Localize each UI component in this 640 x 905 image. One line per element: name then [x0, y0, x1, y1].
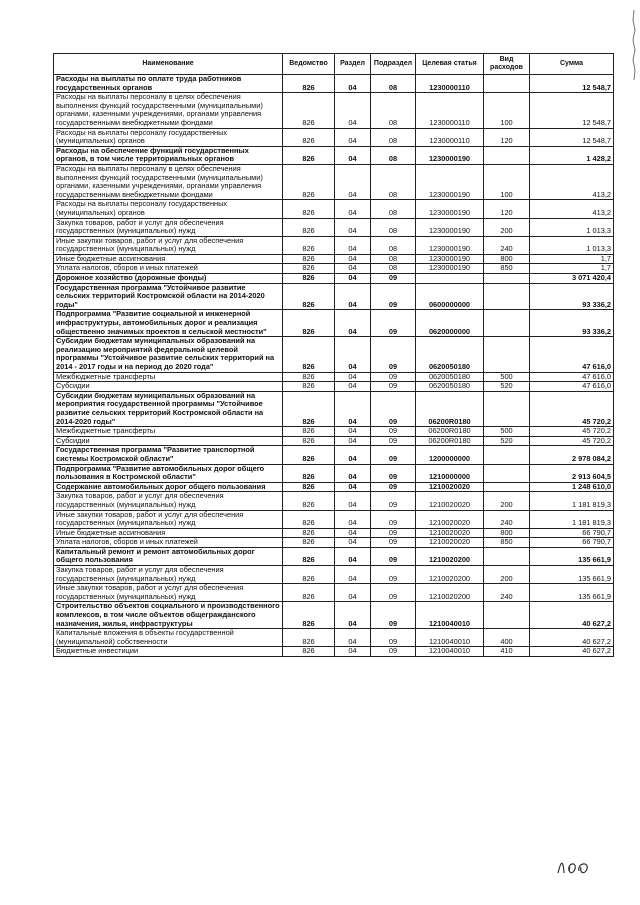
- cell-statya: 1210020020: [416, 538, 484, 548]
- cell-statya: 1210020200: [416, 584, 484, 602]
- cell-statya: 1230000190: [416, 164, 484, 199]
- cell-vedomstvo: 826: [283, 538, 335, 548]
- cell-name: Капитальный ремонт и ремонт автомобильных дорог общего пользования: [54, 547, 283, 565]
- cell-razdel: 04: [335, 337, 371, 372]
- cell-vedomstvo: 826: [283, 547, 335, 565]
- table-row: [54, 528, 614, 538]
- table-row: [54, 566, 614, 584]
- cell-podrazdel: 08: [371, 75, 416, 93]
- cell-podrazdel: 09: [371, 310, 416, 337]
- cell-razdel: 04: [335, 436, 371, 446]
- cell-razdel: 04: [335, 93, 371, 128]
- table-row: [54, 200, 614, 218]
- cell-summa: 3 071 420,4: [530, 274, 614, 284]
- cell-summa: 45 720,2: [530, 427, 614, 437]
- header-vid: Вид расходов: [484, 54, 530, 75]
- table-row: [54, 538, 614, 548]
- cell-statya: 1210040010: [416, 647, 484, 657]
- cell-vid: [484, 391, 530, 426]
- cell-vid: [484, 274, 530, 284]
- cell-vedomstvo: 826: [283, 218, 335, 236]
- cell-name: Иные закупки товаров, работ и услуг для обеспечения государственных (муниципальных) нужд: [54, 510, 283, 528]
- cell-vedomstvo: 826: [283, 436, 335, 446]
- cell-razdel: 04: [335, 482, 371, 492]
- table-row: [54, 584, 614, 602]
- cell-podrazdel: 08: [371, 146, 416, 164]
- cell-razdel: 04: [335, 602, 371, 629]
- cell-summa: 40 627,2: [530, 602, 614, 629]
- cell-summa: 47 616,0: [530, 337, 614, 372]
- cell-vedomstvo: 826: [283, 146, 335, 164]
- table-row: [54, 602, 614, 629]
- cell-razdel: 04: [335, 391, 371, 426]
- cell-podrazdel: 09: [371, 382, 416, 392]
- cell-statya: 1230000190: [416, 218, 484, 236]
- cell-summa: 1 181 819,3: [530, 492, 614, 510]
- cell-name: Межбюджетные трансферты: [54, 427, 283, 437]
- cell-summa: 413,2: [530, 164, 614, 199]
- cell-razdel: 04: [335, 584, 371, 602]
- cell-summa: 40 627,2: [530, 629, 614, 647]
- table-row: [54, 218, 614, 236]
- cell-name: Расходы на выплаты по оплате труда работников государственных органов: [54, 75, 283, 93]
- cell-name: Бюджетные инвестиции: [54, 647, 283, 657]
- table-row: [54, 264, 614, 274]
- cell-statya: 1210040010: [416, 602, 484, 629]
- cell-vedomstvo: 826: [283, 382, 335, 392]
- cell-podrazdel: 09: [371, 446, 416, 464]
- cell-razdel: 04: [335, 538, 371, 548]
- cell-summa: 1 428,2: [530, 146, 614, 164]
- cell-vid: 520: [484, 382, 530, 392]
- table-row: [54, 236, 614, 254]
- cell-vid: [484, 337, 530, 372]
- header-statya: Целевая статья: [416, 54, 484, 75]
- cell-name: Уплата налогов, сборов и иных платежей: [54, 264, 283, 274]
- cell-vid: 200: [484, 492, 530, 510]
- cell-summa: 1 181 819,3: [530, 510, 614, 528]
- cell-name: Расходы на обеспечение функций государственных органов, в том числе территориальных органов: [54, 146, 283, 164]
- header-name: Наименование: [54, 54, 283, 75]
- cell-vid: 100: [484, 93, 530, 128]
- cell-name: Содержание автомобильных дорог общего пользования: [54, 482, 283, 492]
- cell-razdel: 04: [335, 75, 371, 93]
- cell-vedomstvo: 826: [283, 482, 335, 492]
- cell-statya: 06200R0180: [416, 436, 484, 446]
- cell-summa: 135 661,9: [530, 584, 614, 602]
- table-row: [54, 164, 614, 199]
- cell-podrazdel: 09: [371, 391, 416, 426]
- binding-edge-mark: [630, 10, 638, 80]
- cell-vid: 850: [484, 264, 530, 274]
- cell-vid: 240: [484, 236, 530, 254]
- cell-razdel: 04: [335, 510, 371, 528]
- cell-podrazdel: 09: [371, 464, 416, 482]
- header-razdel: Раздел: [335, 54, 371, 75]
- cell-podrazdel: 09: [371, 510, 416, 528]
- cell-razdel: 04: [335, 283, 371, 310]
- table-row: [54, 283, 614, 310]
- cell-name: Строительство объектов социального и производственного комплексов, в том числе объектов общегражданского назначения, жилья, инфраструктуры: [54, 602, 283, 629]
- cell-name: Иные закупки товаров, работ и услуг для обеспечения государственных (муниципальных) нужд: [54, 584, 283, 602]
- cell-vid: 240: [484, 510, 530, 528]
- cell-statya: 1210020020: [416, 510, 484, 528]
- table-row: [54, 128, 614, 146]
- cell-razdel: 04: [335, 464, 371, 482]
- cell-vedomstvo: 826: [283, 492, 335, 510]
- cell-vedomstvo: 826: [283, 629, 335, 647]
- header-summa: Сумма: [530, 54, 614, 75]
- cell-razdel: 04: [335, 492, 371, 510]
- cell-podrazdel: 09: [371, 283, 416, 310]
- handwritten-page-number: [555, 855, 595, 877]
- cell-statya: 0620050180: [416, 382, 484, 392]
- cell-statya: 1210000000: [416, 464, 484, 482]
- cell-razdel: 04: [335, 372, 371, 382]
- cell-razdel: 04: [335, 528, 371, 538]
- cell-razdel: 04: [335, 218, 371, 236]
- cell-vedomstvo: 826: [283, 602, 335, 629]
- cell-podrazdel: 08: [371, 164, 416, 199]
- cell-statya: 1230000190: [416, 254, 484, 264]
- cell-statya: [416, 274, 484, 284]
- cell-name: Закупка товаров, работ и услуг для обеспечения государственных (муниципальных) нужд: [54, 218, 283, 236]
- cell-summa: 1,7: [530, 254, 614, 264]
- cell-vedomstvo: 826: [283, 337, 335, 372]
- cell-vid: 800: [484, 528, 530, 538]
- cell-vedomstvo: 826: [283, 566, 335, 584]
- cell-vedomstvo: 826: [283, 647, 335, 657]
- cell-name: Расходы на выплаты персоналу государственных (муниципальных) органов: [54, 128, 283, 146]
- cell-statya: 1230000190: [416, 200, 484, 218]
- cell-vedomstvo: 826: [283, 200, 335, 218]
- cell-vedomstvo: 826: [283, 254, 335, 264]
- cell-vedomstvo: 826: [283, 93, 335, 128]
- cell-podrazdel: 09: [371, 436, 416, 446]
- cell-statya: 1230000110: [416, 93, 484, 128]
- cell-vedomstvo: 826: [283, 372, 335, 382]
- cell-name: Уплата налогов, сборов и иных платежей: [54, 538, 283, 548]
- cell-summa: 135 661,9: [530, 566, 614, 584]
- header-podrazdel: Подраздел: [371, 54, 416, 75]
- cell-summa: 12 548,7: [530, 75, 614, 93]
- table-row: [54, 647, 614, 657]
- cell-name: Дорожное хозяйство (дорожные фонды): [54, 274, 283, 284]
- cell-statya: 1210040010: [416, 629, 484, 647]
- cell-summa: 40 627,2: [530, 647, 614, 657]
- cell-podrazdel: 09: [371, 602, 416, 629]
- cell-summa: 1 248 610,0: [530, 482, 614, 492]
- cell-name: Государственная программа "Устойчивое развитие сельских территорий Костромской области на 2014-2020 годы": [54, 283, 283, 310]
- cell-statya: 0620050180: [416, 372, 484, 382]
- cell-statya: 1230000110: [416, 128, 484, 146]
- cell-summa: 45 720,2: [530, 436, 614, 446]
- cell-vedomstvo: 826: [283, 75, 335, 93]
- cell-statya: 1230000190: [416, 236, 484, 254]
- cell-podrazdel: 08: [371, 200, 416, 218]
- cell-podrazdel: 08: [371, 128, 416, 146]
- cell-vid: [484, 146, 530, 164]
- table-body: [54, 75, 614, 657]
- cell-summa: 66 790,7: [530, 528, 614, 538]
- header-vedomstvo: Ведомство: [283, 54, 335, 75]
- cell-summa: 47 616,0: [530, 382, 614, 392]
- cell-name: Расходы на выплаты персоналу государственных (муниципальных) органов: [54, 200, 283, 218]
- cell-podrazdel: 09: [371, 566, 416, 584]
- table-row: [54, 427, 614, 437]
- table-row: [54, 391, 614, 426]
- cell-vid: 500: [484, 372, 530, 382]
- cell-name: Иные бюджетные ассигнования: [54, 254, 283, 264]
- cell-summa: 1 013,3: [530, 218, 614, 236]
- cell-summa: 45 720,2: [530, 391, 614, 426]
- cell-vid: 120: [484, 128, 530, 146]
- table-row: [54, 254, 614, 264]
- cell-vid: 100: [484, 164, 530, 199]
- cell-vid: 410: [484, 647, 530, 657]
- cell-vid: 800: [484, 254, 530, 264]
- cell-vid: [484, 482, 530, 492]
- cell-podrazdel: 08: [371, 254, 416, 264]
- cell-statya: 0600000000: [416, 283, 484, 310]
- table-row: [54, 464, 614, 482]
- cell-name: Субсидии: [54, 436, 283, 446]
- cell-razdel: 04: [335, 566, 371, 584]
- cell-vedomstvo: 826: [283, 427, 335, 437]
- cell-razdel: 04: [335, 264, 371, 274]
- cell-vedomstvo: 826: [283, 283, 335, 310]
- cell-statya: 1230000190: [416, 146, 484, 164]
- cell-razdel: 04: [335, 146, 371, 164]
- cell-razdel: 04: [335, 547, 371, 565]
- cell-vedomstvo: 826: [283, 264, 335, 274]
- cell-podrazdel: 09: [371, 492, 416, 510]
- table-row: [54, 75, 614, 93]
- table-row: [54, 146, 614, 164]
- cell-podrazdel: 08: [371, 218, 416, 236]
- cell-summa: 12 548,7: [530, 128, 614, 146]
- cell-statya: 1210020200: [416, 547, 484, 565]
- cell-podrazdel: 09: [371, 528, 416, 538]
- cell-summa: 1,7: [530, 264, 614, 274]
- table-row: [54, 446, 614, 464]
- table-row: [54, 310, 614, 337]
- cell-statya: 1230000110: [416, 75, 484, 93]
- cell-vid: [484, 446, 530, 464]
- cell-summa: 1 013,3: [530, 236, 614, 254]
- cell-summa: 66 790,7: [530, 538, 614, 548]
- cell-name: Межбюджетные трансферты: [54, 372, 283, 382]
- table-row: [54, 510, 614, 528]
- cell-name: Закупка товаров, работ и услуг для обеспечения государственных (муниципальных) нужд: [54, 566, 283, 584]
- cell-vid: [484, 75, 530, 93]
- cell-vid: [484, 283, 530, 310]
- cell-razdel: 04: [335, 128, 371, 146]
- cell-vedomstvo: 826: [283, 510, 335, 528]
- cell-vedomstvo: 826: [283, 446, 335, 464]
- cell-name: Иные бюджетные ассигнования: [54, 528, 283, 538]
- cell-statya: 06200R0180: [416, 391, 484, 426]
- cell-statya: 1230000190: [416, 264, 484, 274]
- cell-statya: 1200000000: [416, 446, 484, 464]
- cell-summa: 93 336,2: [530, 283, 614, 310]
- cell-vedomstvo: 826: [283, 391, 335, 426]
- table-row: [54, 629, 614, 647]
- cell-vedomstvo: 826: [283, 274, 335, 284]
- table-row: [54, 93, 614, 128]
- cell-name: Закупка товаров, работ и услуг для обеспечения государственных (муниципальных) нужд: [54, 492, 283, 510]
- cell-podrazdel: 09: [371, 274, 416, 284]
- cell-vid: 500: [484, 427, 530, 437]
- cell-name: Подпрограмма "Развитие социальной и инженерной инфраструктуры, автомобильных дорог и реализация общественно значимых проектов в сельской местности": [54, 310, 283, 337]
- cell-name: Субсидии бюджетам муниципальных образований на реализацию мероприятий федеральной целевой программы "Устойчивое развитие сельских территорий на 2014 - 2017 годы и на период до 2020 года": [54, 337, 283, 372]
- cell-name: Капитальные вложения в объекты государственной (муниципальной) собственности: [54, 629, 283, 647]
- table-row: [54, 372, 614, 382]
- cell-statya: 1210020200: [416, 566, 484, 584]
- cell-name: Расходы на выплаты персоналу в целях обеспечения выполнения функций государственными (муниципальными) органами, казенными учреждениями, органами управления государственными внебюджетными фондами: [54, 93, 283, 128]
- cell-vid: 200: [484, 218, 530, 236]
- table-row: [54, 436, 614, 446]
- cell-vid: [484, 602, 530, 629]
- budget-table: [53, 53, 614, 657]
- table-header-row: [54, 54, 614, 75]
- cell-vedomstvo: 826: [283, 310, 335, 337]
- cell-razdel: 04: [335, 254, 371, 264]
- cell-vid: 850: [484, 538, 530, 548]
- cell-statya: 1210020020: [416, 492, 484, 510]
- cell-summa: 135 661,9: [530, 547, 614, 565]
- cell-podrazdel: 09: [371, 427, 416, 437]
- cell-razdel: 04: [335, 647, 371, 657]
- table-row: [54, 382, 614, 392]
- cell-podrazdel: 09: [371, 372, 416, 382]
- cell-vedomstvo: 826: [283, 528, 335, 538]
- cell-podrazdel: 09: [371, 647, 416, 657]
- cell-vid: 200: [484, 566, 530, 584]
- cell-podrazdel: 08: [371, 236, 416, 254]
- cell-razdel: 04: [335, 236, 371, 254]
- cell-summa: 2 978 084,2: [530, 446, 614, 464]
- table-row: [54, 492, 614, 510]
- cell-vedomstvo: 826: [283, 236, 335, 254]
- cell-statya: 1210020020: [416, 482, 484, 492]
- cell-summa: 47 616,0: [530, 372, 614, 382]
- cell-razdel: 04: [335, 446, 371, 464]
- cell-summa: 413,2: [530, 200, 614, 218]
- cell-vid: 520: [484, 436, 530, 446]
- cell-name: Подпрограмма "Развитие автомобильных дорог общего пользования в Костромской области": [54, 464, 283, 482]
- cell-name: Субсидии: [54, 382, 283, 392]
- cell-summa: 93 336,2: [530, 310, 614, 337]
- cell-podrazdel: 09: [371, 482, 416, 492]
- cell-podrazdel: 09: [371, 337, 416, 372]
- cell-vid: 240: [484, 584, 530, 602]
- cell-vid: 120: [484, 200, 530, 218]
- cell-podrazdel: 09: [371, 538, 416, 548]
- cell-podrazdel: 09: [371, 629, 416, 647]
- cell-statya: 0620000000: [416, 310, 484, 337]
- table-row: [54, 337, 614, 372]
- cell-statya: 1210020020: [416, 528, 484, 538]
- cell-podrazdel: 08: [371, 264, 416, 274]
- cell-vid: 400: [484, 629, 530, 647]
- cell-vedomstvo: 826: [283, 128, 335, 146]
- table-row: [54, 274, 614, 284]
- cell-name: Расходы на выплаты персоналу в целях обеспечения выполнения функций государственными (муниципальными) органами, казенными учреждениями, органами управления государственными внебюджетными фондами: [54, 164, 283, 199]
- cell-vedomstvo: 826: [283, 464, 335, 482]
- table-row: [54, 482, 614, 492]
- cell-name: Иные закупки товаров, работ и услуг для обеспечения государственных (муниципальных) нужд: [54, 236, 283, 254]
- cell-vedomstvo: 826: [283, 164, 335, 199]
- table-row: [54, 547, 614, 565]
- cell-razdel: 04: [335, 382, 371, 392]
- cell-razdel: 04: [335, 200, 371, 218]
- cell-razdel: 04: [335, 629, 371, 647]
- cell-podrazdel: 09: [371, 547, 416, 565]
- cell-vid: [484, 464, 530, 482]
- cell-vid: [484, 547, 530, 565]
- cell-razdel: 04: [335, 310, 371, 337]
- cell-podrazdel: 09: [371, 584, 416, 602]
- cell-statya: 0620050180: [416, 337, 484, 372]
- cell-summa: 2 913 604,5: [530, 464, 614, 482]
- cell-podrazdel: 08: [371, 93, 416, 128]
- cell-vedomstvo: 826: [283, 584, 335, 602]
- cell-razdel: 04: [335, 274, 371, 284]
- cell-summa: 12 548,7: [530, 93, 614, 128]
- cell-vid: [484, 310, 530, 337]
- cell-razdel: 04: [335, 427, 371, 437]
- cell-name: Субсидии бюджетам муниципальных образований на мероприятия государственной программы "Устойчивое развитие сельских территорий Костромской области на 2014-2020 годы": [54, 391, 283, 426]
- cell-name: Государственная программа "Развитие транспортной системы Костромской области": [54, 446, 283, 464]
- cell-statya: 06200R0180: [416, 427, 484, 437]
- cell-razdel: 04: [335, 164, 371, 199]
